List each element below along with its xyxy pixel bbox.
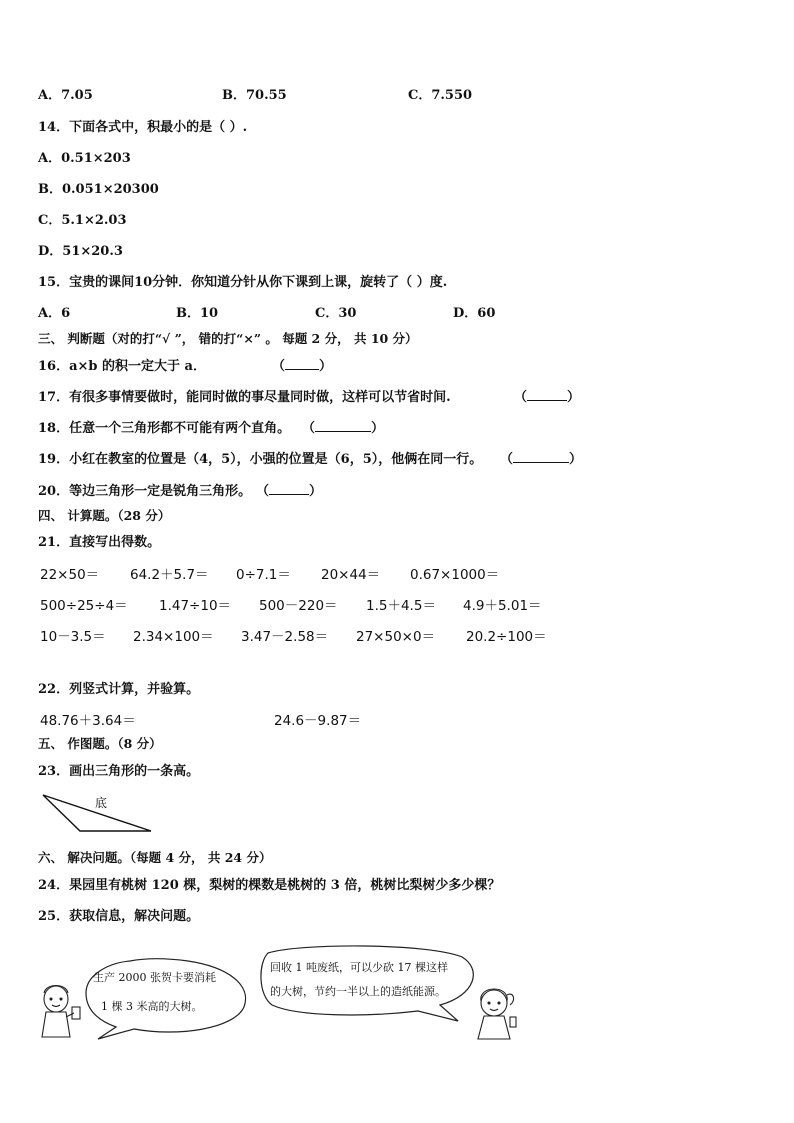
left-bubble-line-1: 生产 2000 张贺卡要消耗 [93, 971, 216, 984]
calc-2-2: 1.47÷10＝ [159, 598, 232, 614]
calc-1-4: 20×44＝ [321, 567, 381, 583]
q18-answer-blank[interactable]: （ ） [302, 421, 385, 436]
right-bubble-line-2: 的大树，节约一半以上的造纸能源。 [270, 985, 446, 998]
q15-option-b: B．10 [176, 306, 219, 321]
girl-figure [478, 989, 516, 1039]
calc-2-5: 4.9＋5.01＝ [463, 598, 542, 614]
vertical-calc-2: 24.6－9.87＝ [274, 713, 362, 729]
q13-option-c: C．7.550 [408, 88, 473, 103]
q19-answer-blank[interactable]: （ ） [500, 452, 583, 467]
calc-2-3: 500－220＝ [259, 598, 338, 614]
right-bubble-line-1: 回收 1 吨废纸，可以少砍 17 棵这样 [270, 961, 448, 974]
q18-text: 18．任意一个三角形都不可能有两个直角。 [38, 421, 291, 436]
q13-option-b: B．70.55 [222, 88, 287, 103]
section-5-heading: 五、 作图题。（8 分） [38, 736, 162, 751]
q14-option-d: D．51×20.3 [38, 244, 123, 259]
q13-option-a: A．7.05 [38, 88, 93, 103]
q20-text: 20．等边三角形一定是锐角三角形。 [38, 484, 252, 499]
calc-1-3: 0÷7.1＝ [236, 567, 291, 583]
calc-3-1: 10－3.5＝ [40, 629, 106, 645]
q20-answer-blank[interactable]: （ ） [256, 484, 323, 499]
calc-3-4: 27×50×0＝ [356, 629, 436, 645]
q15-option-d: D．60 [453, 306, 496, 321]
q19-text: 19．小红在教室的位置是（4，5），小强的位置是（6，5），他俩在同一行。 [38, 452, 483, 467]
q24-text: 24．果园里有桃树 120 棵，梨树的棵数是桃树的 3 倍，桃树比梨树少多少棵？ [38, 878, 501, 893]
section-4-heading: 四、 计算题。（28 分） [38, 508, 171, 523]
q14-stem: 14．下面各式中，积最小的是（ ）. [38, 120, 248, 135]
calc-1-1: 22×50＝ [40, 567, 100, 583]
calc-1-5: 0.67×1000＝ [410, 567, 500, 583]
q17-text: 17．有很多事情要做时，能同时做的事尽量同时做，这样可以节省时间. [38, 390, 451, 405]
calc-3-2: 2.34×100＝ [133, 629, 214, 645]
section-6-heading: 六、 解决问题。（每题 4 分， 共 24 分） [38, 850, 272, 865]
calc-2-4: 1.5＋4.5＝ [366, 598, 436, 614]
calc-3-3: 3.47－2.58＝ [241, 629, 329, 645]
q14-option-c: C．5.1×2.03 [38, 213, 127, 228]
q15-option-a: A．6 [38, 306, 71, 321]
q15-option-c: C．30 [315, 306, 357, 321]
q14-option-b: B．0.051×20300 [38, 182, 159, 197]
q16 [38, 355, 206, 374]
calc-1-2: 64.2＋5.7＝ [130, 567, 209, 583]
calc-2-1: 500÷25÷4＝ [40, 598, 128, 614]
q25-stem: 25．获取信息，解决问题。 [38, 909, 200, 924]
left-bubble-line-2: 1 棵 3 米高的大树。 [101, 1000, 203, 1013]
boy-figure [42, 986, 80, 1038]
q16-answer-blank[interactable]: （ ） [272, 359, 333, 374]
calc-3-5: 20.2÷100＝ [466, 629, 547, 645]
q23-stem: 23．画出三角形的一条高。 [38, 764, 200, 779]
q14-option-a: A．0.51×203 [38, 151, 131, 166]
section-3-heading: 三、 判断题（对的打“√ ”， 错的打“×” 。 每题 2 分， 共 10 分） [38, 331, 418, 346]
q16-text: 16．a×b 的积一定大于 a． [38, 359, 206, 374]
q21-stem: 21．直接写出得数。 [38, 535, 161, 550]
q15-stem: 15．宝贵的课间10分钟．你知道分针从你下课到上课，旋转了（ ）度. [38, 275, 448, 290]
q17-answer-blank[interactable]: （ ） [514, 390, 581, 405]
vertical-calc-1: 48.76＋3.64＝ [40, 713, 136, 729]
q22-stem: 22．列竖式计算，并验算。 [38, 682, 200, 697]
triangle-base-label: 底 [95, 796, 108, 810]
